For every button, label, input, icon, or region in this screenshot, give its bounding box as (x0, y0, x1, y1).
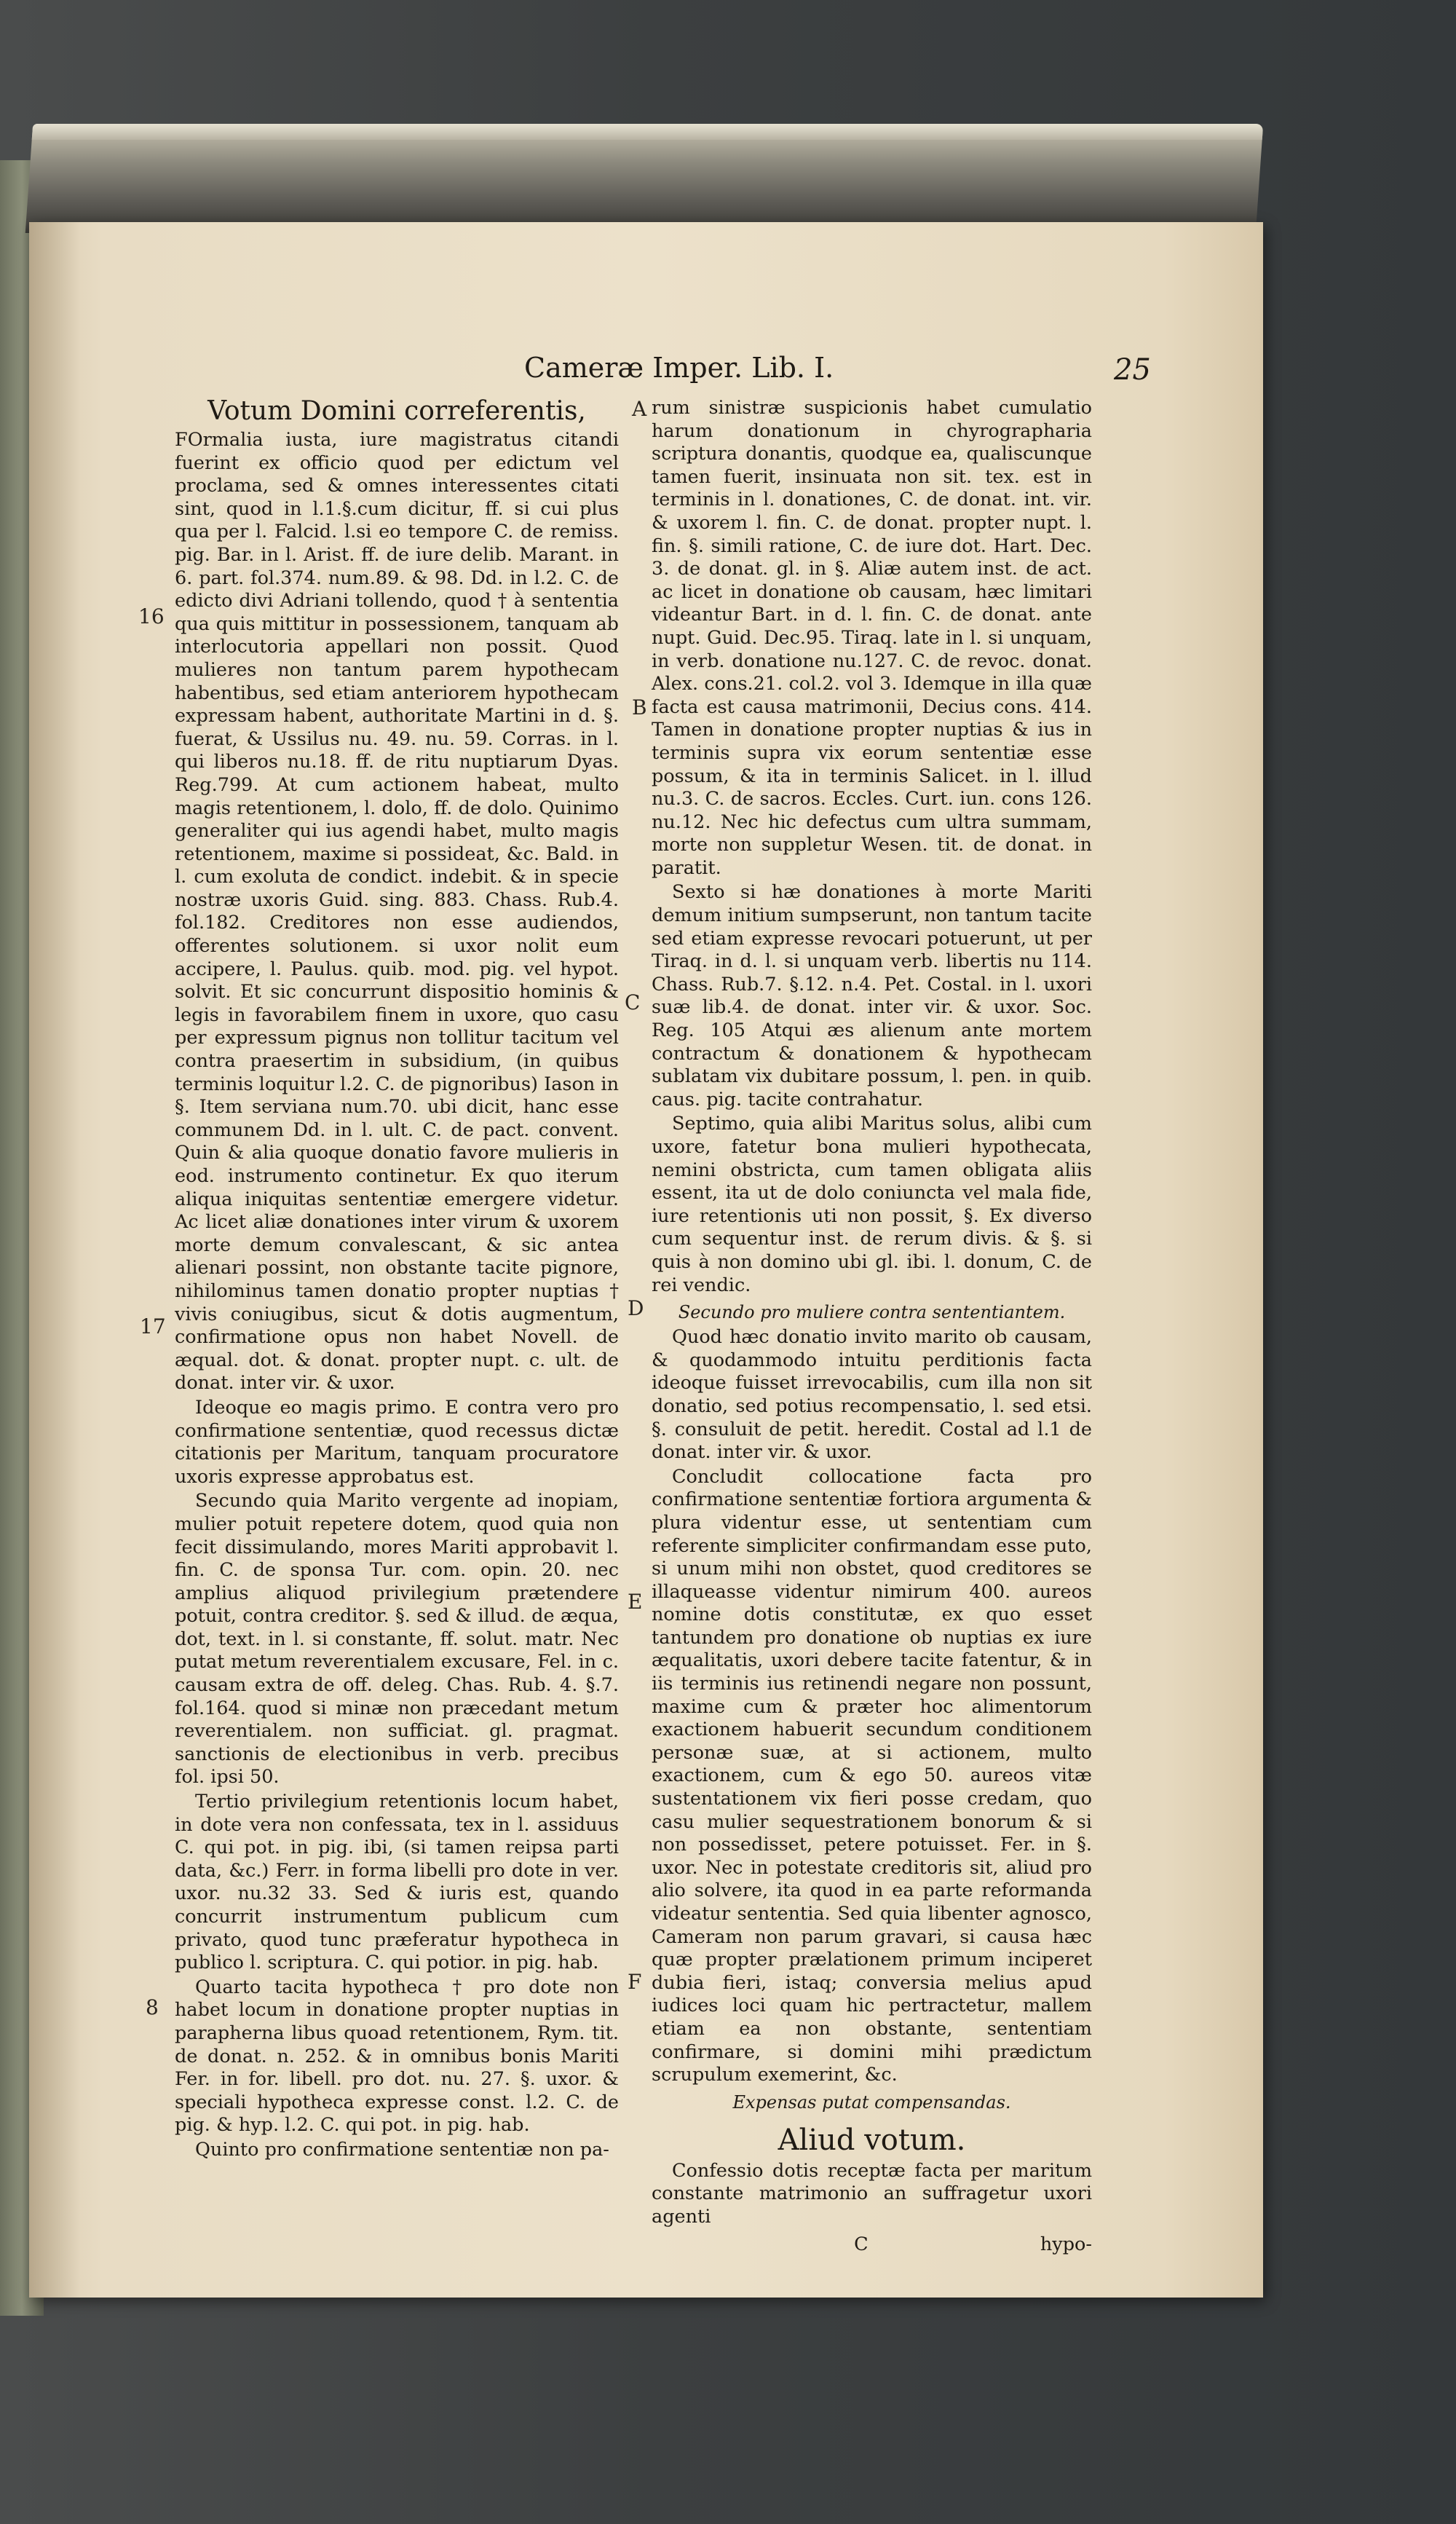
margin-letter: D (628, 1296, 644, 1320)
paragraph: Sexto si hæ donationes à morte Mariti demum initium sumpserunt, non tantum tacite sed etiam expresse revocari potuerunt, ut per Tiraq. in d. l. si unquam verb. libertis nu 114. Chass. Rub.7. §.12. n.4. Pet. Costal. in l. uxori suæ lib.4. de donat. inter vir. & uxor. Soc. Reg. 105 Atqui æs alienum ante mortem contractum & donationem & hypothecam sublatam vix dubitare possum, l. pen. in quib. caus. pig. tacite contrahatur. (652, 881, 1092, 1111)
right-column (652, 397, 1092, 2257)
gutter-shadow (29, 222, 80, 2298)
margin-number: 8 (146, 1995, 159, 2019)
running-head (524, 352, 1179, 387)
book-page (29, 222, 1263, 2298)
catchline (652, 2233, 1092, 2257)
paragraph: Quod hæc donatio invito marito ob causam, & quodammodo intuitu perditionis facta ideoque fuisset irrevocabilis, cum illa non sit donatio, sed potius recompensatio, l. sed etsi. §. consuluit de petit. heredit. Costal ad l.1 de donat. inter vir. & uxor. (652, 1326, 1092, 1464)
book-top-edge (25, 124, 1263, 233)
margin-letter: F (628, 1970, 642, 1994)
section-heading: Aliud votum. (778, 2123, 966, 2157)
margin-letter: C (625, 990, 641, 1014)
margin-letter: A (632, 397, 647, 421)
signature-mark: C (854, 2233, 869, 2255)
paragraph: Concludit collocatione facta pro confirmatione sententiæ fortiora argumenta & plura videntur esse, ut sententiam cum referente simpliciter confirmandam esse puto, si unum mihi non obstet, quod creditores se illaqueasse videntur nimirum 400. aureos nomine dotis constitutæ, ex quo esset tantundem pro donatione ob nuptias ex iure æqualitatis, uxori debere tacite fatentur, & in iis terminis ius retinendi negare non possunt, maxime cum & præter hoc alimentorum exactionem habuerit secundum conditionem personæ suæ, at si actionem, multo exactionem, cum & ego 50. aureos vitæ sustentationem vix fieri posse credam, quo casu mulier sequestrationem bonorum & si non possedisset, petere potuisset. Fer. in §. uxor. Nec in potestate creditoris sit, aliud pro alio solvere, ita quod in ea parte reformanda videatur sententia. Sed quia libenter agnosco, Cameram non parum gravari, si causa hæc quæ propter prælationem primum inciperet dubia fieri, istaq; conversia melius apud iudices loci quam hic pertractetur, mallem etiam ea non obstante, sententiam confirmare, si domini mihi prædictum scrupulum exemerint, &c. (652, 1465, 1092, 2086)
closing-line: Expensas putat compensandas. (732, 2091, 1011, 2113)
paragraph: Quinto pro confirmatione sententiæ non pa- (195, 2138, 609, 2161)
paragraph: Confessio dotis receptæ facta per maritum constante matrimonio an suffragetur uxori agenti (652, 2159, 1092, 2228)
margin-letter: E (628, 1590, 643, 1614)
running-head-title: Cameræ Imper. Lib. I. (524, 352, 834, 384)
paragraph: rum sinistræ suspicionis habet cumulatio harum donationum in chyrographaria scriptura donantis, quodque ea, qualiscunque tamen fuerit, insinuata non sit. tex. est in terminis in l. donationes, C. de donat. int. vir. & uxorem l. fin. C. de donat. propter nupt. l. fin. §. simili ratione, C. de iure dot. Hart. Dec. 3. de donat. gl. in §. Aliæ autem inst. de act. ac licet in donatione ob causam, hæc limitari videantur Bart. in d. l. fin. C. de donat. ante nupt. Guid. Dec.95. Tiraq. late in l. si unquam, in verb. donatione nu.127. C. de revoc. donat. Alex. cons.21. col.2. vol 3. Idemque in illa quæ facta est causa matrimonii, Decius cons. 414. Tamen in donatione propter nuptias & ius in terminis supra vix eorum sententiæ esse possum, & ita in terminis Salicet. in l. illud nu.3. C. de sacros. Eccles. Curt. iun. cons 126. nu.12. Nec hic defectus cum ultra summam, morte non suppletur Wesen. tit. de donat. in paratit. (652, 397, 1092, 879)
book-rim (32, 124, 1264, 140)
page-number: 25 (1114, 353, 1151, 387)
left-column-heading: Votum Domini correferentis, (207, 396, 586, 426)
paragraph: FOrmalia iusta, iure magistratus citandi fuerint ex officio quod per edictum vel proclama, sed & omnes interessentes citati sint, quod in l.1.§.cum dicitur, ff. si cui plus qua per l. Falcid. l.si eo tempore C. de remiss. pig. Bar. in l. Arist. ff. de iure delib. Marant. in 6. part. fol.374. num.89. & 98. Dd. in l.2. C. de edicto divi Adriani tollendo, quod † à sententia qua quis mittitur in possessionem, tanquam ab interlocutoria appellari non possit. Quod mulieres non tantum parem hypothecam habentibus, sed etiam anteriorem hypothecam expressam habent, authoritate Martini in d. §. fuerat, & Ussilus nu. 49. nu. 59. Corras. in l. qui liberos nu.18. ff. de ritu nuptiarum Dyas. Reg.799. At cum actionem habeat, multo magis retentionem, l. dolo, ff. de dolo. Quinimo generaliter qui ius agendi habet, multo magis retentionem, maxime si possideat, &c. Bald. in l. cum exoluta de condict. indebit. & in specie nostræ uxoris Guid. sing. 883. Chass. Rub.4. fol.182. Creditores non esse audiendos, offerentes solutionem. si uxor nolit eum accipere, l. Paulus. quib. mod. pig. vel hypot. solvit. Et sic concurrunt dispositio hominis & legis in favorabilem finem in uxore, quo casu per expressum pignus non tollitur tacitum vel contra praesertim in subsidium, (in quibus terminis loquitur l.2. C. de pignoribus) Iason in §. Item serviana num.70. ubi dicit, hanc esse communem Dd. in l. ult. C. de pact. convent. Quin & alia quoque donatio favore mulieris in eod. instrumento continetur. Ex quo iterum aliqua iniquitas sententiæ emergere videtur. Ac licet aliæ donationes inter virum & uxorem morte demum convalescant, & sic antea alienari possint, non obstante tacite pignore, nihilominus tamen donatio propter nuptias † vivis coniugibus, sicut & dotis augmentum, confirmatione opus non habet Novell. de æqual. dot. & donat. propter nupt. c. ult. de donat. inter vir. & uxor. (175, 429, 619, 1395)
catchword: hypo- (1040, 2233, 1092, 2255)
subheading: Secundo pro muliere contra sententiantem. (678, 1302, 1066, 1323)
paragraph: Quarto tacita hypotheca † pro dote non habet locum in donatione propter nuptias in parapherna libus quoad retentionem, Rym. tit. de donat. n. 252. & in omnibus bonis Mariti Fer. in for. libell. pro dot. nu. 27. §. uxor. & speciali hypotheca expresse const. l.2. C. de pig. & hyp. l.2. C. qui pot. in pig. hab. (175, 1976, 619, 2137)
margin-number: 16 (138, 604, 165, 628)
paragraph: Septimo, quia alibi Maritus solus, alibi cum uxore, fatetur bona mulieri hypothecata, nemini obstricta, cum tamen obligata aliis essent, ita ut de dolo coniuncta vel mala fide, iure retentionis uti non possit, §. Ex diverso cum sequentur inst. de rerum divis. & §. si quis à non domino ubi gl. ibi. l. donum, C. de rei vendic. (652, 1113, 1092, 1296)
left-column (175, 397, 619, 2164)
margin-letter: B (632, 695, 647, 719)
paragraph: Tertio privilegium retentionis locum habet, in dote vera non confessata, tex in l. assiduus C. qui pot. in pig. ibi, (si tamen reipsa parti data, &c.) Ferr. in forma libelli pro dote in ver. uxor. nu.32 33. Sed & iuris est, quando concurrit instrumentum publicum cum privato, quod tunc præferatur hypotheca in publico l. scriptura. C. qui potior. in pig. hab. (175, 1791, 619, 1974)
margin-number: 17 (140, 1314, 166, 1338)
paragraph: Secundo quia Marito vergente ad inopiam, mulier potuit repetere dotem, quod quia non fecit dissimulando, mores Mariti approbavit l. fin. C. de sponsa Tur. com. opin. 20. nec amplius aliquod privilegium prætendere potuit, contra creditor. §. sed & illud. de æqua, dot, text. in l. si constante, ff. solut. matr. Nec putat metum reverentialem excusare, Fel. in c. causam extra de off. deleg. Chas. Rub. 4. §.7. fol.164. quod si minæ non præcedant metum reverentialem. non sufficiat. gl. pragmat. sanctionis de electionibus in verb. precibus fol. ipsi 50. (175, 1490, 619, 1789)
paragraph: Ideoque eo magis primo. E contra vero pro confirmatione sententiæ, quod recessus dictæ citationis per Maritum, tanquam procuratore uxoris expresse approbatus est. (175, 1396, 619, 1488)
